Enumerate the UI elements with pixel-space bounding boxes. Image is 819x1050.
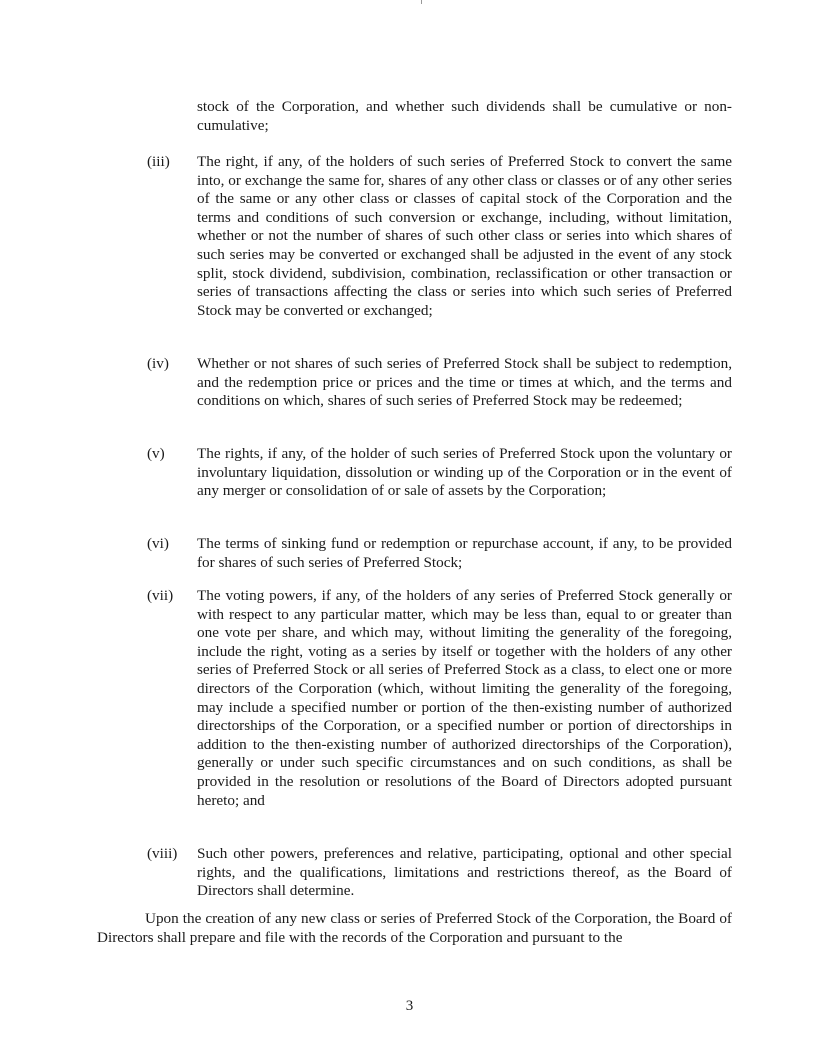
item-text: The voting powers, if any, of the holders of any series of Preferred Stock generally or with respect to any particular matter, which may be less than, equal to or greater than one vote per share, and which may, without limiting the generality of the foregoing, include the right, voting as a series by itself or together with the holders of any other series of Preferred Stock or all series of Preferred Stock as a class, to elect one or more directors of the Corporation (which, without limiting the generality of the foregoing, may include a specified number or portion of the then-existing number of authorized directorships of the Corporation, or a specified number or portion of directorships in addition to the then-existing number of authorized directorships of the Corporation), generally or under such specific circumstances and on such conditions, as shall be provided in the resolution or resolutions of the Board of Directors adopted pursuant hereto; and — [197, 587, 732, 809]
item-text: Such other powers, preferences and relative, participating, optional and other special rights, and the qualifications, limitations and restrictions thereof, as the Board of Directors shall determine. — [197, 845, 732, 900]
scan-mark — [421, 0, 422, 4]
item-marker: (iv) — [147, 355, 169, 372]
item-text: The rights, if any, of the holder of such series of Preferred Stock upon the voluntary or involuntary liquidation, dissolution or winding up of the Corporation or in the event of any merger or consolidation of or sale of assets by the Corporation; — [197, 445, 732, 500]
item-marker: (vii) — [147, 587, 174, 604]
item-marker: (viii) — [147, 845, 178, 862]
item-text: The right, if any, of the holders of such series of Preferred Stock to convert the same into, or exchange the same for, shares of any other class or classes or of any other series of the same or any other class or classes of capital stock of the Corporation and the terms and conditions of such conversion or exchange, including, without limitation, whether or not the number of shares of such other class or series into which shares of such series may be converted or exchanged shall be adjusted in the event of any stock split, stock dividend, subdivision, combination, reclassification or other transaction or series of transactions affecting the class or series into which such series of Preferred Stock may be converted or exchanged; — [197, 153, 732, 319]
final-paragraph: Upon the creation of any new class or series of Preferred Stock of the Corporation, the Board of Directors shall prepare and file with the records of the Corporation and pursuant to the — [97, 910, 732, 946]
item-marker: (vi) — [147, 535, 169, 552]
item-text: Whether or not shares of such series of Preferred Stock shall be subject to redemption, and the redemption price or prices and the time or times at which, and the terms and conditions on which, shares of such series of Preferred Stock may be redeemed; — [197, 355, 732, 410]
item-marker: (v) — [147, 445, 165, 462]
item-text: The terms of sinking fund or redemption or repurchase account, if any, to be provided for shares of such series of Preferred Stock; — [197, 535, 732, 571]
page-number: 3 — [405, 998, 414, 1014]
item-marker: (iii) — [147, 153, 170, 170]
continuation-paragraph: stock of the Corporation, and whether such dividends shall be cumulative or non-cumulative; — [197, 98, 732, 134]
